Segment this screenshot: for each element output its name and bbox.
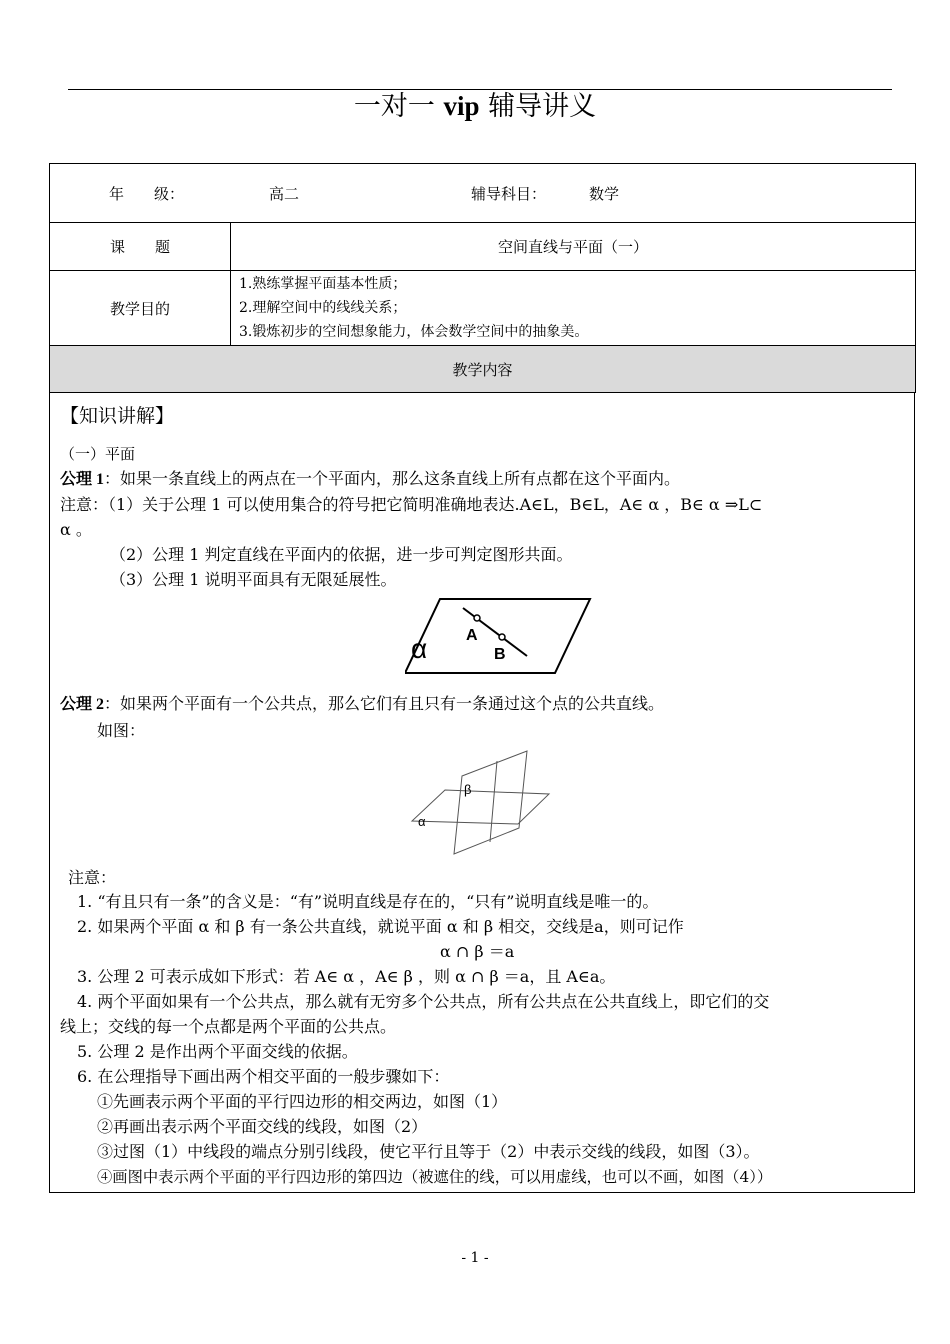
lesson-header-table bbox=[49, 163, 916, 393]
list-item: 6. 在公理指导下画出两个相交平面的一般步骤如下： bbox=[77, 1067, 450, 1086]
note1-item3: （3）公理 1 说明平面具有无限延展性。 bbox=[110, 570, 397, 589]
list-item: 3. 公理 2 可表示成如下形式：若 A∈ α ，A∈ β ，则 α ∩ β ＝a，且 A∈a。 bbox=[77, 967, 616, 986]
subsection-heading: （一）平面 bbox=[60, 445, 136, 463]
step-item: ④画图中表示两个平面的平行四边形的第四边（被遮住的线，可以用虚线，也可以不画，如图（4）） bbox=[97, 1168, 773, 1186]
list-item-continued: 线上；交线的每一个点都是两个平面的公共点。 bbox=[60, 1017, 397, 1036]
document-title: 一对一 vip 辅导讲义 bbox=[353, 91, 597, 122]
topic-label: 课 题 bbox=[50, 223, 231, 271]
aim-item: 3.锻炼初步的空间想象能力，体会数学空间中的抽象美。 bbox=[239, 324, 589, 340]
intersection-line bbox=[490, 761, 497, 842]
note1-line2: α 。 bbox=[60, 520, 92, 539]
grade-subject-row bbox=[50, 164, 916, 223]
see-figure: 如图： bbox=[97, 721, 146, 740]
axiom2-figure bbox=[407, 748, 557, 858]
section-heading: 【知识讲解】 bbox=[60, 405, 175, 427]
alpha-label: α bbox=[418, 814, 426, 829]
point-b bbox=[499, 634, 505, 640]
aims-list bbox=[231, 271, 916, 346]
alpha-label: α bbox=[411, 633, 428, 664]
list-item: 1. “有且只有一条”的含义是：“有”说明直线是存在的，“只有”说明直线是唯一的。 bbox=[77, 892, 659, 911]
grade-value: 高二 bbox=[269, 185, 300, 203]
point-a bbox=[474, 615, 480, 621]
list-item: 4. 两个平面如果有一个公共点，那么就有无穷多个公共点，所有公共点在公共直线上，即它们的交 bbox=[77, 992, 770, 1011]
aims-label: 教学目的 bbox=[50, 271, 231, 346]
aim-item: 1.熟练掌握平面基本性质； bbox=[239, 276, 407, 292]
plane-alpha bbox=[412, 790, 549, 824]
list-item: 2. 如果两个平面 α 和 β 有一条公共直线，就说平面 α 和 β 相交，交线是a，则可记作 bbox=[77, 917, 684, 936]
topic-value: 空间直线与平面（一） bbox=[231, 223, 916, 271]
grade-label: 年 级： bbox=[109, 185, 185, 203]
beta-label: β bbox=[464, 782, 472, 797]
page-number: - 1 - bbox=[461, 1250, 489, 1266]
a-label: A bbox=[466, 627, 478, 644]
step-item: ②再画出表示两个平面交线的线段，如图（2） bbox=[97, 1117, 428, 1136]
step-item: ①先画表示两个平面的平行四边形的相交两边，如图（1） bbox=[97, 1092, 508, 1111]
axiom1: 公理 1：如果一条直线上的两点在一个平面内，那么这条直线上所有点都在这个平面内。 bbox=[60, 469, 681, 488]
note2-heading: 注意： bbox=[68, 868, 117, 887]
subject-label: 辅导科目： bbox=[471, 185, 547, 203]
formula: α ∩ β ＝a bbox=[440, 942, 515, 961]
note1-item2: （2）公理 1 判定直线在平面内的依据，进一步可判定图形共面。 bbox=[110, 545, 573, 564]
subject-value: 数学 bbox=[589, 185, 620, 203]
axiom2: 公理 2：如果两个平面有一个公共点，那么它们有且只有一条通过这个点的公共直线。 bbox=[60, 694, 665, 713]
note1-line1: 注意：（1）关于公理 1 可以使用集合的符号把它简明准确地表达.A∈L，B∈L，A∈ α ，B∈ α ⇒L⊂ bbox=[60, 495, 763, 514]
content-label: 教学内容 bbox=[50, 346, 916, 393]
b-label: B bbox=[494, 646, 506, 663]
axiom1-figure bbox=[405, 596, 595, 676]
list-item: 5. 公理 2 是作出两个平面交线的依据。 bbox=[77, 1042, 358, 1061]
step-item: ③过图（1）中线段的端点分别引线段，使它平行且等于（2）中表示交线的线段，如图（3）。 bbox=[97, 1142, 760, 1161]
aim-item: 2.理解空间中的线线关系； bbox=[239, 300, 407, 316]
